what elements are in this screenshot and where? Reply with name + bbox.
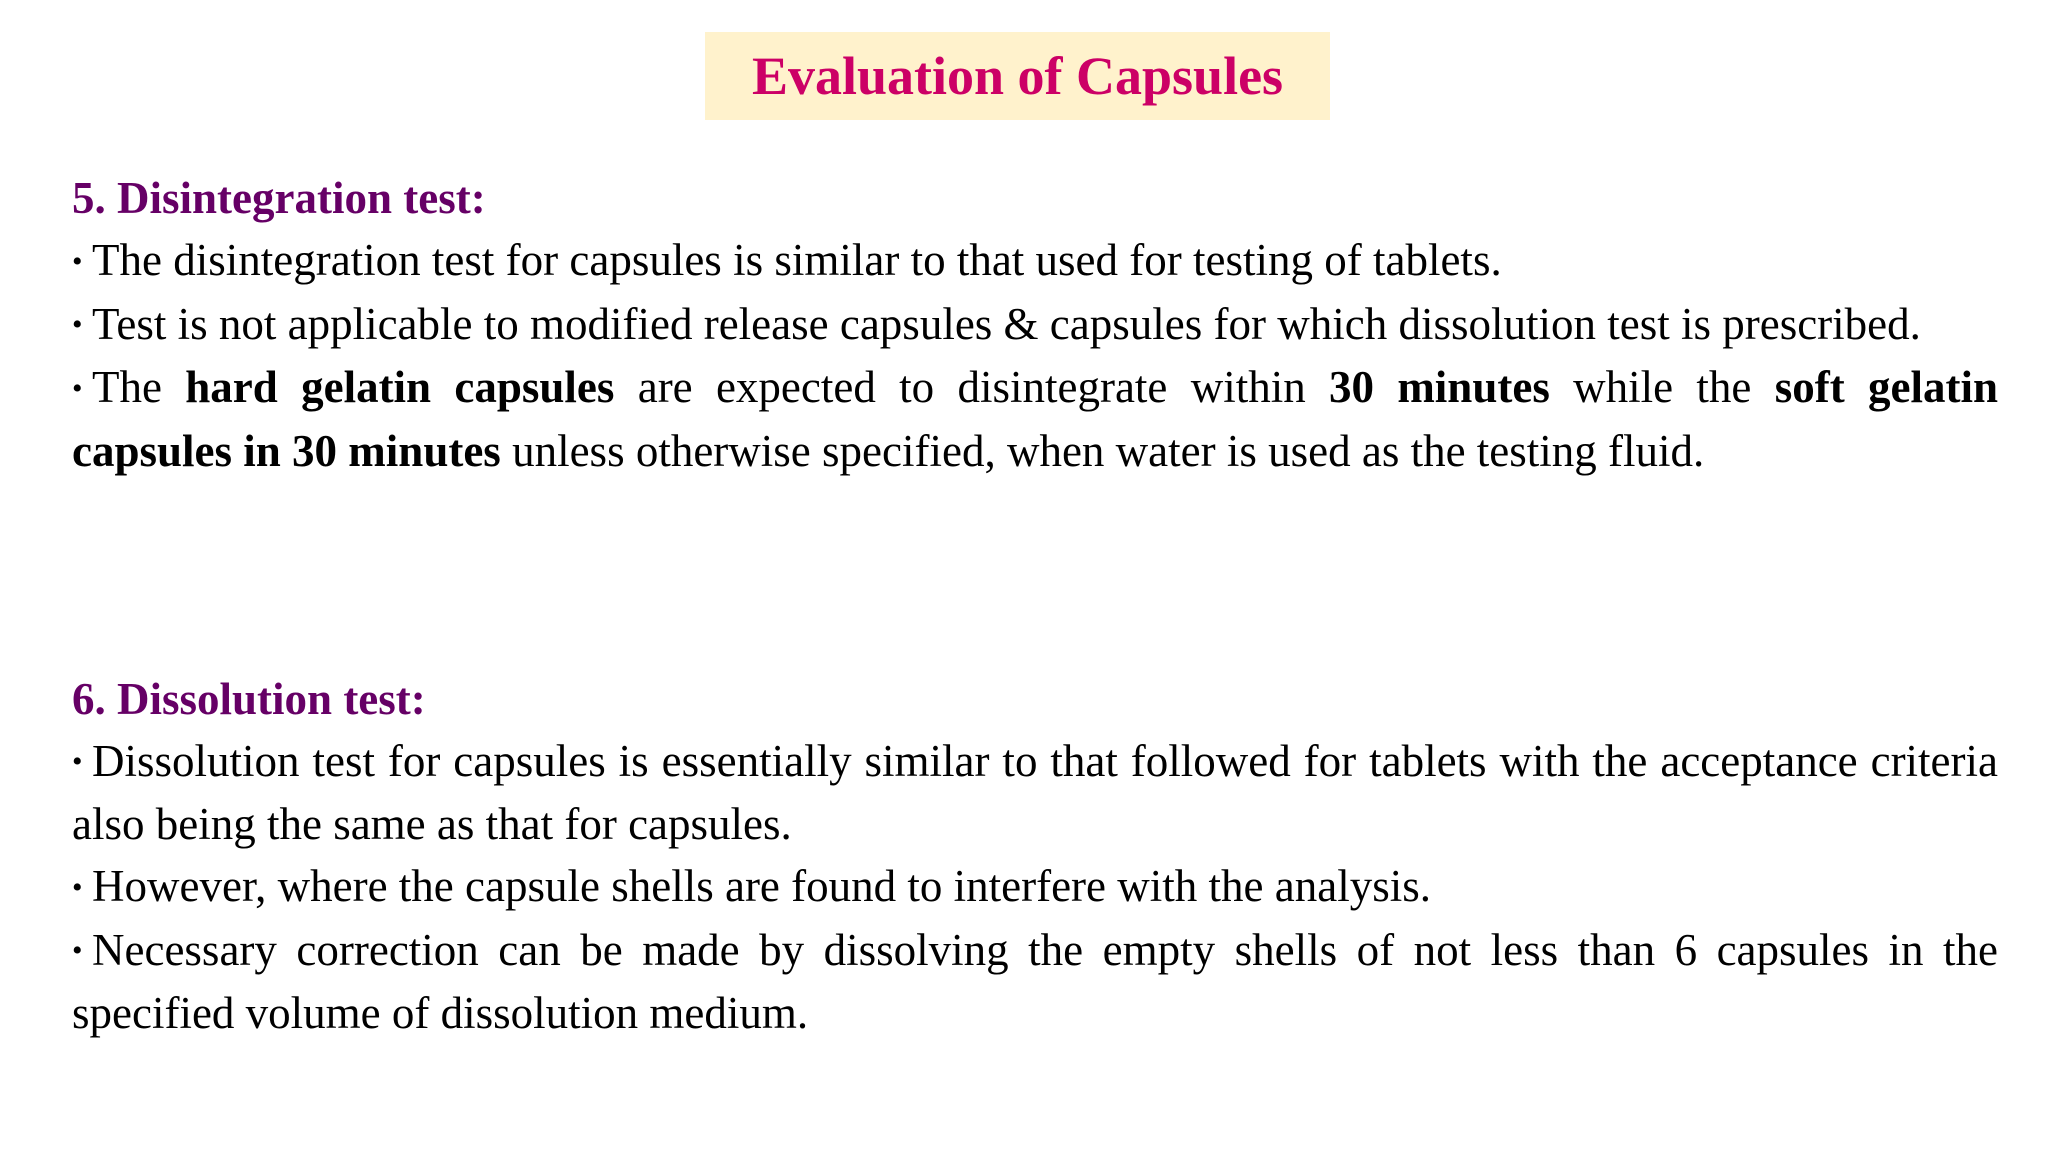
bullet-text-part: are expected to disintegrate within: [614, 362, 1330, 412]
bullet-item: [72, 855, 1998, 919]
slide-title: Evaluation of Capsules: [751, 46, 1284, 106]
bullet-item: [72, 356, 1998, 482]
section-disintegration-test: [72, 167, 1998, 482]
bullet-icon: •: [72, 934, 83, 967]
bullet-text-part: unless otherwise specified, when water is used as the testing fluid.: [500, 425, 1705, 476]
bullet-text: Test is not applicable to modified release capsules & capsules for which dissolution test is prescribed.: [92, 298, 1921, 349]
bullet-item: [72, 919, 1998, 1045]
bullet-text-part: The: [92, 362, 186, 412]
bullet-icon: •: [72, 745, 83, 778]
title-banner: [705, 32, 1330, 120]
bullet-icon: •: [72, 870, 83, 904]
bullet-text-bold: soft gelatin capsules in 30 minutes: [72, 362, 1998, 476]
bullet-item: [72, 229, 1998, 293]
bullet-text: However, where the capsule shells are found to interfere with the analysis.: [92, 861, 1431, 911]
bullet-text-bold: hard gelatin capsules: [185, 362, 615, 412]
section-heading: 6. Dissolution test:: [72, 673, 426, 724]
bullet-text: Necessary correction can be made by dissolving the empty shells of not less than 6 capsules in the specified volume of dissolution medium.: [72, 924, 1998, 1038]
section-heading: 5. Disintegration test:: [72, 173, 486, 223]
bullet-item: [72, 293, 1998, 357]
bullet-text-part: while the: [1549, 362, 1775, 412]
bullet-text: Dissolution test for capsules is essentially similar to that followed for tablets with the acceptance criteria also being the same as that for capsules.: [72, 735, 1998, 849]
bullet-icon: •: [72, 244, 83, 278]
section-dissolution-test: [72, 668, 1998, 1045]
bullet-item: [72, 730, 1998, 856]
slide-content: [72, 167, 1998, 1044]
section-spacer: [72, 482, 1998, 668]
bullet-icon: •: [72, 371, 83, 405]
bullet-icon: •: [72, 308, 83, 341]
bullet-text-bold: 30 minutes: [1329, 362, 1550, 412]
bullet-text: The disintegration test for capsules is similar to that used for testing of tablets.: [92, 235, 1502, 285]
